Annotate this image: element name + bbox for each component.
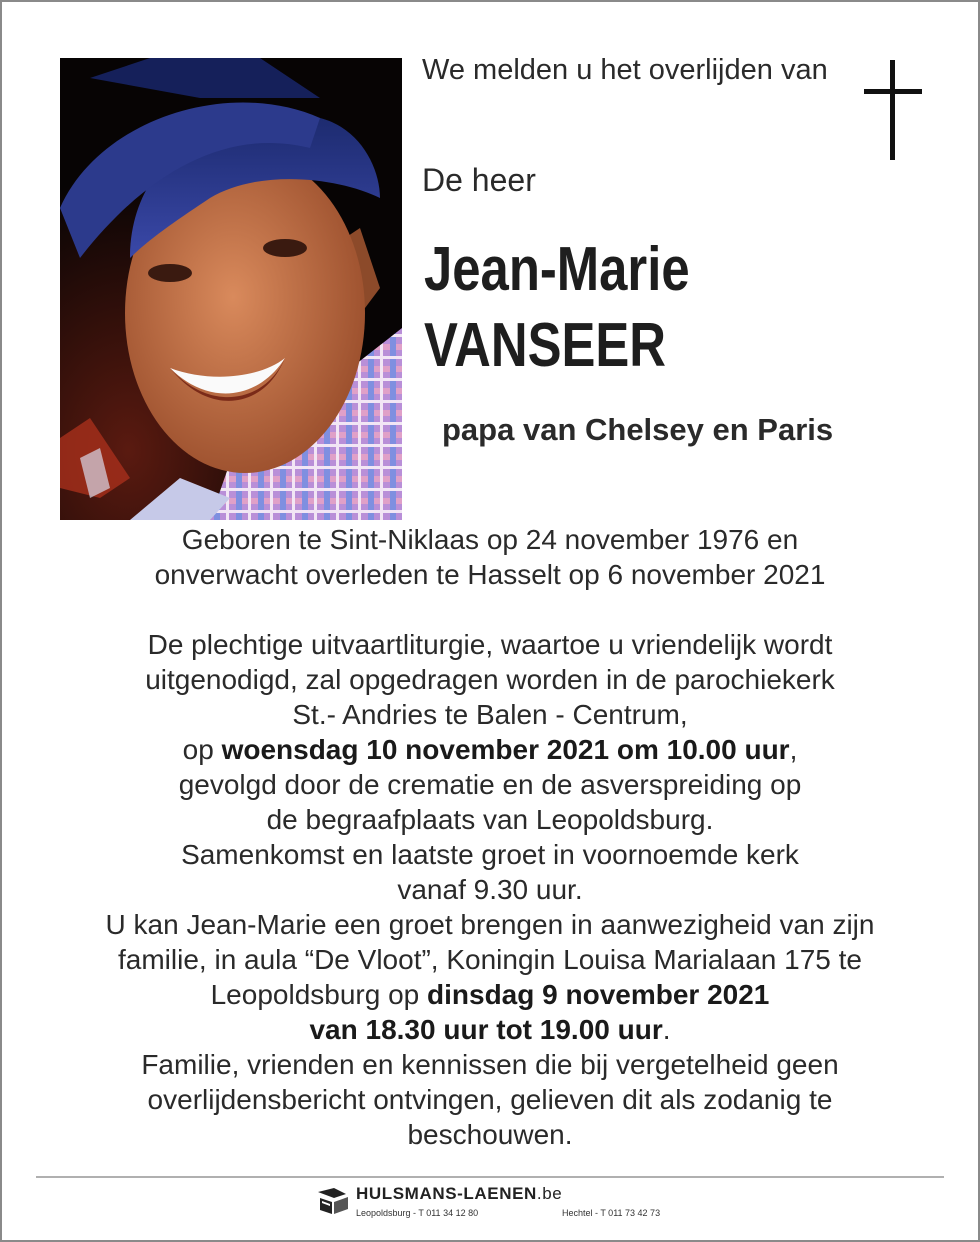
closing-line: overlijdensbericht ontvingen, gelieven dit als zodanig te	[147, 1084, 833, 1115]
notice-body	[40, 522, 940, 1152]
funeral-suffix: ,	[789, 734, 798, 765]
funeral-line: De plechtige uitvaartliturgie, waartoe u vriendelijk wordt	[147, 629, 833, 660]
first-name: Jean-Marie	[424, 235, 690, 304]
intro-text: We melden u het overlijden van	[422, 54, 828, 86]
funeral-line: uitgenodigd, zal opgedragen worden in de parochiekerk	[145, 664, 835, 695]
brand-name: HULSMANS-LAENEN	[356, 1184, 537, 1203]
funeral-prefix: op	[182, 734, 214, 765]
visit-time-line	[40, 1012, 940, 1047]
visit-line: U kan Jean-Marie een groet brengen in aanwezigheid van zijn	[105, 909, 875, 940]
gathering-line: Samenkomst en laatste groet in voornoemde kerk	[181, 839, 799, 870]
visit-suffix: .	[662, 1014, 671, 1045]
church-line: St.- Andries te Balen - Centrum,	[292, 699, 688, 730]
visit-date: dinsdag 9 november 2021	[427, 979, 770, 1010]
closing-line: beschouwen.	[407, 1119, 573, 1150]
honorific: De heer	[422, 162, 536, 198]
brand-tld: .be	[536, 1184, 563, 1203]
funeral-home-footer	[316, 1184, 676, 1224]
funeral-datetime: woensdag 10 november 2021 om 10.00 uur	[221, 734, 790, 765]
funeral-date-line	[40, 732, 940, 767]
office-leopoldsburg: Leopoldsburg - T 011 34 12 80	[356, 1208, 479, 1218]
portrait-photo	[60, 58, 402, 520]
cremation-line: gevolgd door de crematie en de asverspreiding op	[178, 769, 802, 800]
gathering-time: vanaf 9.30 uur.	[397, 874, 583, 905]
visit-prefix: Leopoldsburg op	[210, 979, 420, 1010]
funeral-home-logo-icon	[316, 1186, 350, 1218]
relation-line: papa van Chelsey en Paris	[442, 412, 834, 447]
born-line: Geboren te Sint-Niklaas op 24 november 1976 en	[181, 524, 799, 555]
closing-line: Familie, vrienden en kennissen die bij vergetelheid geen	[141, 1049, 839, 1080]
deceased-name	[424, 232, 690, 384]
visit-time: van 18.30 uur tot 19.00 uur	[309, 1014, 663, 1045]
office-hechtel: Hechtel - T 011 73 42 73	[562, 1208, 661, 1218]
cross-icon	[864, 60, 922, 160]
visit-date-line	[40, 977, 940, 1012]
visit-location: familie, in aula “De Vloot”, Koningin Louisa Marialaan 175 te	[118, 944, 862, 975]
funeral-home-brand	[356, 1184, 562, 1204]
death-line: onverwacht overleden te Hasselt op 6 november 2021	[154, 559, 826, 590]
last-name: VANSEER	[424, 311, 667, 380]
cremation-line: de begraafplaats van Leopoldsburg.	[266, 804, 714, 835]
footer-divider	[36, 1176, 944, 1178]
